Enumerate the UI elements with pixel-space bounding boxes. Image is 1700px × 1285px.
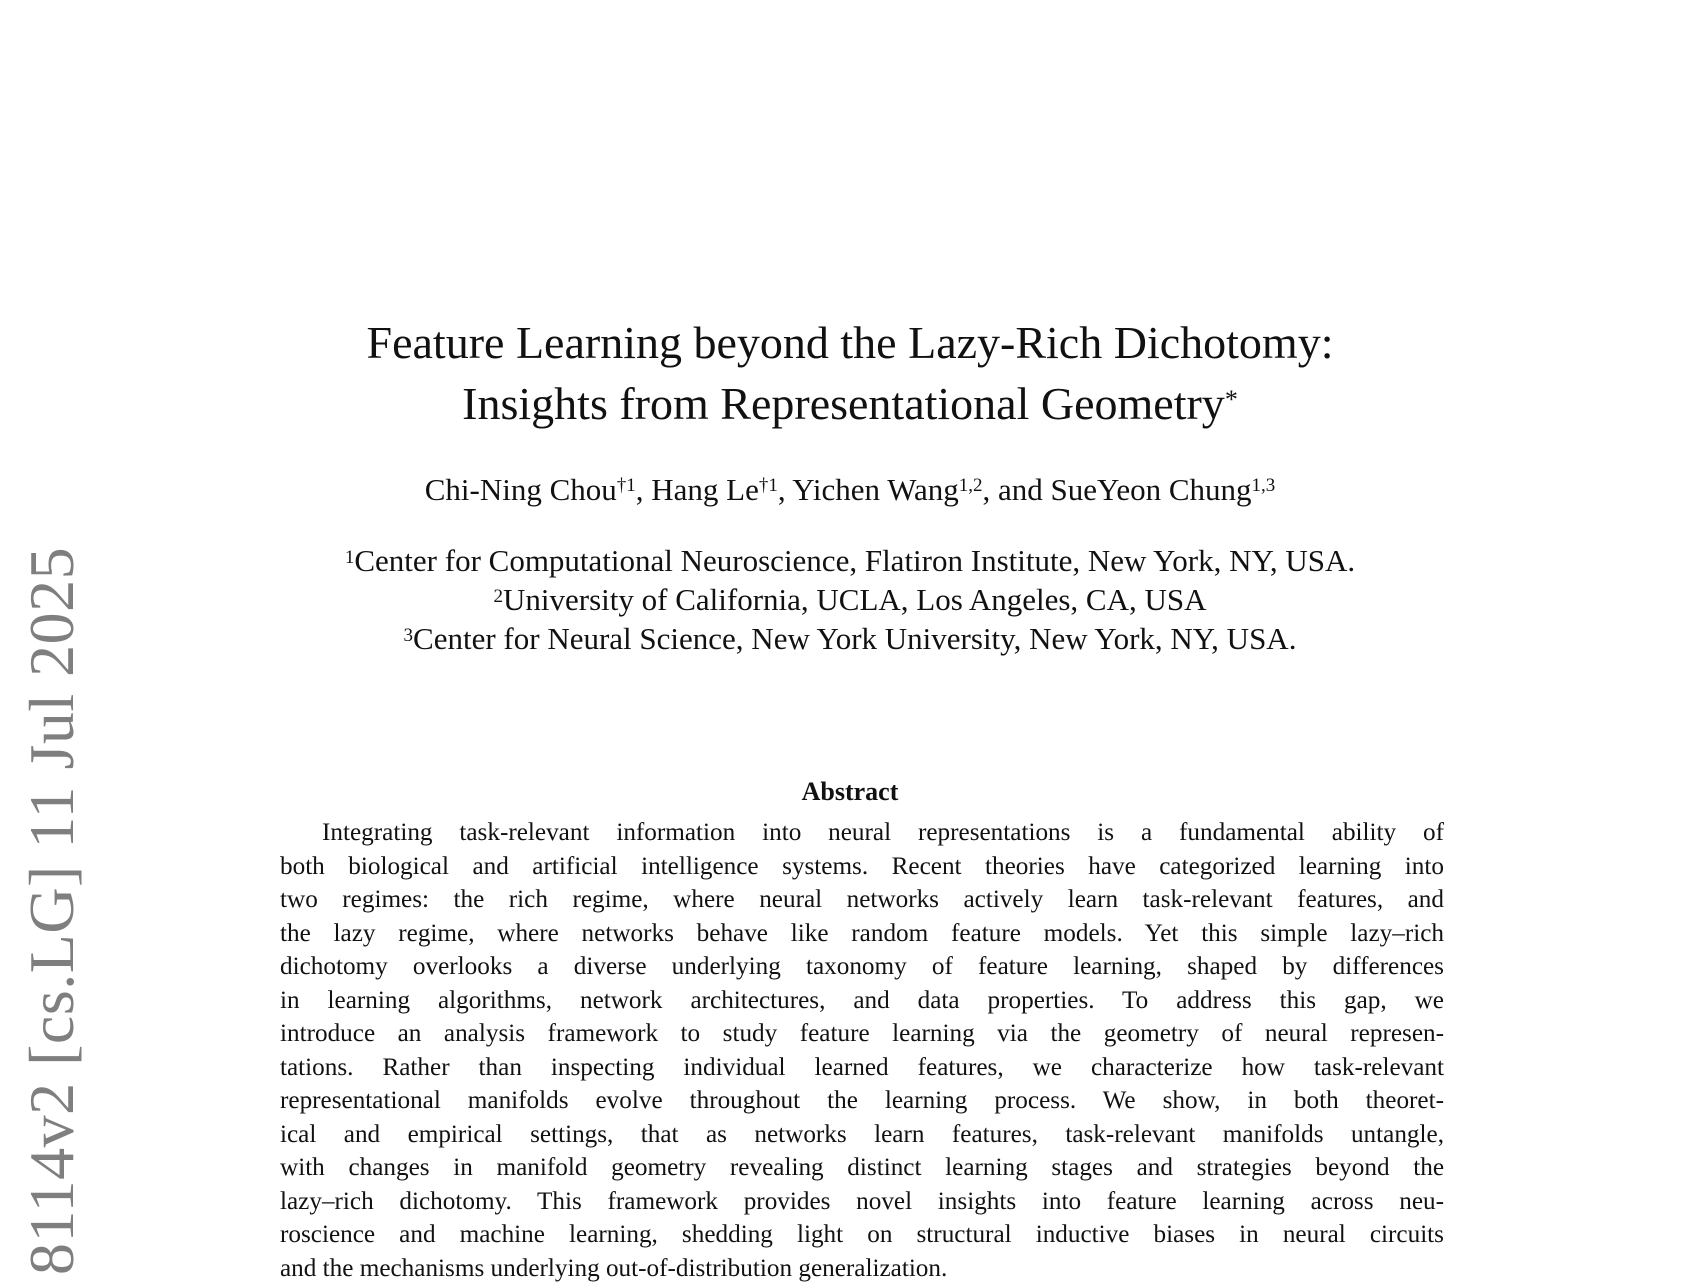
abstract-line: introduce an analysis framework to study feature learning via the geometry of neural represen- (280, 1017, 1444, 1051)
abstract-line: lazy–rich dichotomy. This framework provides novel insights into feature learning across neu- (280, 1185, 1444, 1219)
abstract-line: and the mechanisms underlying out-of-distribution generalization. (280, 1252, 1444, 1285)
author: Yichen Wang$^{1,2}$ (792, 472, 982, 507)
abstract-line: tations. Rather than inspecting individual learned features, we characterize how task-relevant (280, 1051, 1444, 1085)
arxiv-identifier-stamp: 8114v2 [cs.LG] 11 Jul 2025 (20, 547, 84, 1275)
abstract-line: with changes in manifold geometry revealing distinct learning stages and strategies beyond the (280, 1151, 1444, 1185)
author: Chi-Ning Chou$^{\dagger 1}$ (425, 472, 636, 507)
title-footnote-mark: * (1225, 385, 1238, 414)
abstract-body (280, 816, 1444, 1285)
author: SueYeon Chung$^{1,3}$ (1051, 472, 1276, 507)
affiliation: $^1$Center for Computational Neuroscience, Flatiron Institute, New York, NY, USA. (0, 541, 1700, 580)
abstract-heading: Abstract (0, 775, 1700, 809)
abstract-line: both biological and artificial intelligence systems. Recent theories have categorized learning into (280, 850, 1444, 884)
author: Hang Le$^{\dagger 1}$ (651, 472, 778, 507)
abstract-line: Integrating task-relevant information into neural representations is a fundamental ability of (280, 816, 1444, 850)
paper-title (0, 312, 1700, 434)
abstract-line: two regimes: the rich regime, where neural networks actively learn task-relevant features, and (280, 883, 1444, 917)
affiliation: $^3$Center for Neural Science, New York University, New York, NY, USA. (0, 619, 1700, 658)
title-line-2: Insights from Representational Geometry (462, 378, 1225, 429)
abstract-line: roscience and machine learning, shedding light on structural inductive biases in neural circuits (280, 1218, 1444, 1252)
affiliation-list (0, 541, 1700, 658)
abstract-line: representational manifolds evolve throughout the learning process. We show, in both theoret- (280, 1084, 1444, 1118)
abstract-line: in learning algorithms, network architectures, and data properties. To address this gap, we (280, 984, 1444, 1018)
title-line-1: Feature Learning beyond the Lazy-Rich Dichotomy: (367, 317, 1334, 368)
abstract-line: ical and empirical settings, that as networks learn features, task-relevant manifolds untangle, (280, 1118, 1444, 1152)
affiliation: $^2$University of California, UCLA, Los Angeles, CA, USA (0, 580, 1700, 619)
abstract-line: dichotomy overlooks a diverse underlying taxonomy of feature learning, shaped by differences (280, 950, 1444, 984)
author-list: Chi-Ning Chou$^{\dagger 1}$, Hang Le$^{\dagger 1}$, Yichen Wang$^{1,2}$, and SueYeon Chung$^{1,3}$ (0, 470, 1700, 510)
abstract-line: the lazy regime, where networks behave like random feature models. Yet this simple lazy–rich (280, 917, 1444, 951)
